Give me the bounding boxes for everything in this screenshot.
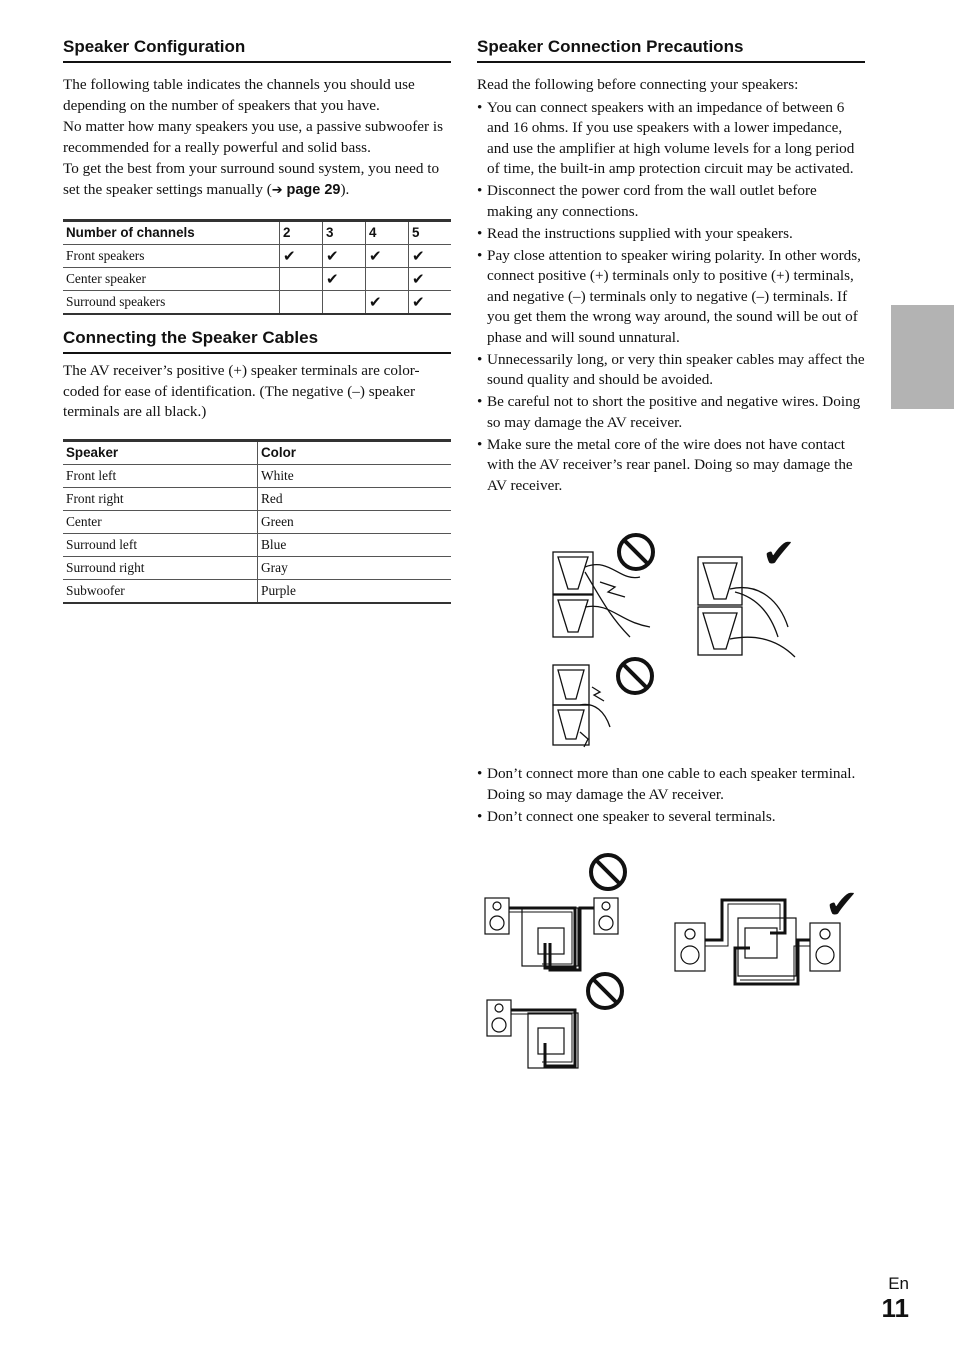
right-column (477, 36, 865, 498)
table-header: Number of channels (63, 221, 280, 245)
arrow-icon: ➔ (271, 182, 283, 198)
prohibited-icon (591, 855, 625, 889)
channels-table (63, 219, 451, 315)
list-item: • Read the instructions supplied with your speakers. (477, 224, 865, 245)
table-header: 5 (409, 221, 452, 245)
check-icon: ✔ (409, 291, 452, 315)
prohibited-icon (588, 974, 622, 1008)
precautions-intro: Read the following before connecting your speakers: (477, 76, 799, 93)
table-header: 2 (280, 221, 323, 245)
terminal-drawing (553, 552, 650, 637)
prohibited-icon (618, 659, 652, 693)
table-row: Surround speakers ✔ ✔ (63, 291, 451, 315)
table-header: Color (258, 440, 452, 464)
table-row: Front speakers ✔ ✔ ✔ ✔ (63, 245, 451, 268)
page-number: 11 (881, 1293, 909, 1323)
table-row: Center Green (63, 510, 451, 533)
speaker-color-table (63, 439, 451, 604)
speaker-configuration-heading: Speaker Configuration (63, 36, 451, 63)
terminal-wiring-illustration (540, 527, 810, 755)
table-row: Center speaker ✔ ✔ (63, 268, 451, 291)
precautions-list (477, 98, 865, 497)
bad-wiring-diagram-2 (487, 1000, 578, 1068)
good-wiring-diagram (675, 900, 840, 984)
speaker-connection-illustration (480, 848, 859, 1073)
left-column (63, 36, 451, 604)
check-icon: ✔ (366, 291, 409, 315)
check-icon: ✔ (762, 532, 796, 576)
check-icon: ✔ (323, 268, 366, 291)
table-row: Surround right Gray (63, 556, 451, 579)
language-label: En (888, 1274, 909, 1293)
speaker-config-para-3: To get the best from your surround sound system, you need to set the speaker settings manually (➔ page 29). (63, 160, 440, 198)
chapter-tab (891, 305, 954, 409)
check-icon: ✔ (280, 245, 323, 268)
table-row: Front left White (63, 464, 451, 487)
precautions-list-2-wrap (477, 764, 865, 829)
table-header: 4 (366, 221, 409, 245)
table-row: Front right Red (63, 487, 451, 510)
check-icon: ✔ (409, 245, 452, 268)
list-item: • You can connect speakers with an impedance of between 6 and 16 ohms. If you use speakers with a lower impedance, and use the amplifier at high volume levels for a long period of time, the built-in amp protection circuit may be activated. (477, 98, 865, 180)
speaker-config-para-2: No matter how many speakers you use, a passive subwoofer is recommended for a really powerful and solid bass. (63, 118, 444, 156)
table-header: Speaker (63, 440, 258, 464)
list-item: • Don’t connect one speaker to several terminals. (477, 807, 865, 828)
precautions-list-2 (477, 764, 865, 827)
precautions-heading: Speaker Connection Precautions (477, 36, 865, 63)
list-item: • Unnecessarily long, or very thin speaker cables may affect the sound quality and should be avoided. (477, 350, 865, 391)
table-row: Subwoofer Purple (63, 579, 451, 603)
cables-para: The AV receiver’s positive (+) speaker terminals are color-coded for ease of identification. (The negative (–) speaker terminals are all black.) (63, 362, 420, 420)
table-header: 3 (323, 221, 366, 245)
check-icon: ✔ (323, 245, 366, 268)
bad-wiring-diagram-1 (485, 898, 618, 970)
check-icon: ✔ (366, 245, 409, 268)
terminal-drawing (553, 665, 610, 747)
check-icon: ✔ (409, 268, 452, 291)
prohibited-icon (619, 535, 653, 569)
list-item: • Pay close attention to speaker wiring polarity. In other words, connect positive (+) terminals only to positive (+) terminals, and negative (–) terminals only to negative (–) terminals. If you get them the wrong way around, the sound will be out of phase and will sound unnatural. (477, 246, 865, 349)
table-row: Surround left Blue (63, 533, 451, 556)
check-icon: ✔ (825, 883, 859, 927)
list-item: • Make sure the metal core of the wire does not have contact with the AV receiver’s rear panel. Doing so may damage the AV receiver. (477, 435, 865, 497)
list-item: • Be careful not to short the positive and negative wires. Doing so may damage the AV receiver. (477, 392, 865, 433)
page-29-link[interactable]: page 29 (286, 181, 341, 198)
page-number-block (882, 1274, 910, 1322)
connecting-cables-heading: Connecting the Speaker Cables (63, 327, 451, 354)
list-item: • Don’t connect more than one cable to each speaker terminal. Doing so may damage the AV receiver. (477, 764, 865, 805)
list-item: • Disconnect the power cord from the wall outlet before making any connections. (477, 181, 865, 222)
speaker-config-para-1: The following table indicates the channels you should use depending on the number of speakers that you have. (63, 76, 415, 114)
